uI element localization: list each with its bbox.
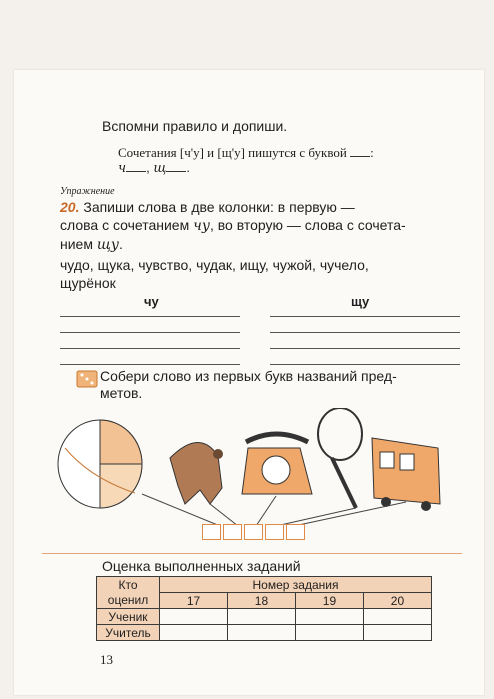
word-list xyxy=(60,256,369,292)
row-teacher: Учитель xyxy=(97,625,160,641)
rule-example-shch: щ xyxy=(153,161,167,176)
answer-box-1[interactable] xyxy=(202,524,221,540)
assessment-table xyxy=(96,576,432,641)
exercise-text: 20. Запиши слова в две колонки: в первую — слова с сочетанием чу, во вторую — слова с сочета- нием щу. xyxy=(60,199,406,253)
rule-example-ch: ч xyxy=(118,161,127,176)
puzzle-line-2: метов. xyxy=(100,385,143,401)
rule-example-shch-blank[interactable] xyxy=(166,159,186,172)
grade-cell[interactable] xyxy=(227,625,295,641)
word-list-line-2: щурёнок xyxy=(60,275,116,291)
grade-cell[interactable] xyxy=(160,609,228,625)
grade-cell[interactable] xyxy=(363,609,431,625)
write-line-chu-2[interactable] xyxy=(60,332,240,333)
script-shchu: щу xyxy=(96,237,119,253)
grade-cell[interactable] xyxy=(295,609,363,625)
exercise-line-1: Запиши слова в две колонки: в первую — xyxy=(83,199,355,215)
write-line-shchu-2[interactable] xyxy=(270,332,460,333)
answer-box-2[interactable] xyxy=(223,524,242,540)
exercise-line-2b: , во вторую — слова с сочета- xyxy=(209,217,406,233)
rule-sentence: Сочетания [ч'у] и [щ'у] пишутся с буквой : xyxy=(118,145,374,160)
write-line-shchu-1[interactable] xyxy=(270,316,460,317)
row-student: Ученик xyxy=(97,609,160,625)
task-20: 20 xyxy=(363,593,431,609)
bison-icon xyxy=(170,442,223,504)
answer-box-4[interactable] xyxy=(265,524,284,540)
write-line-shchu-4[interactable] xyxy=(270,364,460,365)
who-header-1: Кто xyxy=(97,577,160,593)
exercise-number: 20. xyxy=(60,199,80,215)
bus-icon xyxy=(372,438,440,511)
answer-box-5[interactable] xyxy=(286,524,305,540)
grade-cell[interactable] xyxy=(160,625,228,641)
grade-cell[interactable] xyxy=(363,625,431,641)
write-line-chu-1[interactable] xyxy=(60,316,240,317)
answer-boxes xyxy=(202,524,307,540)
dice-icon xyxy=(76,370,98,393)
puzzle-line-1: Собери слово из первых букв названий пред- xyxy=(100,368,397,384)
write-line-chu-4[interactable] xyxy=(60,364,240,365)
rule-example-ch-blank[interactable] xyxy=(126,159,146,172)
exercise-line-3a: нием xyxy=(60,236,93,252)
task-number-header: Номер задания xyxy=(160,577,432,593)
puzzle-instruction xyxy=(100,368,397,402)
script-chu: чу xyxy=(193,218,210,234)
assessment-title: Оценка выполненных заданий xyxy=(102,558,301,574)
telephone-icon xyxy=(242,434,312,494)
column-header-chu: чу xyxy=(144,294,159,309)
puzzle-illustrations xyxy=(50,408,450,538)
task-18: 18 xyxy=(227,593,295,609)
task-17: 17 xyxy=(160,593,228,609)
task-19: 19 xyxy=(295,593,363,609)
tennis-racket-icon xyxy=(318,408,362,508)
rule-blank-letter[interactable] xyxy=(350,144,370,157)
write-line-chu-3[interactable] xyxy=(60,348,240,349)
who-header-2: оценил xyxy=(97,593,160,609)
rule-text: Сочетания [ч'у] и [щ'у] пишутся с буквой xyxy=(118,145,347,160)
melon-icon xyxy=(58,420,142,508)
exercise-label: Упражнение xyxy=(60,186,115,197)
exercise-line-2a: слова с сочетанием xyxy=(60,217,190,233)
grade-cell[interactable] xyxy=(227,609,295,625)
page-number: 13 xyxy=(100,652,113,667)
section-divider xyxy=(42,553,462,554)
answer-box-3[interactable] xyxy=(244,524,263,540)
column-header-shchu: щу xyxy=(351,294,370,309)
instruction-recall-rule: Вспомни правило и допиши. xyxy=(102,118,288,134)
arrows-to-boxes xyxy=(142,494,406,526)
write-line-shchu-3[interactable] xyxy=(270,348,460,349)
rule-examples: ч , щ . xyxy=(118,160,190,176)
word-list-line-1: чудо, щука, чувство, чудак, ищу, чужой, чучело, xyxy=(60,257,369,273)
workbook-page xyxy=(14,70,484,695)
grade-cell[interactable] xyxy=(295,625,363,641)
